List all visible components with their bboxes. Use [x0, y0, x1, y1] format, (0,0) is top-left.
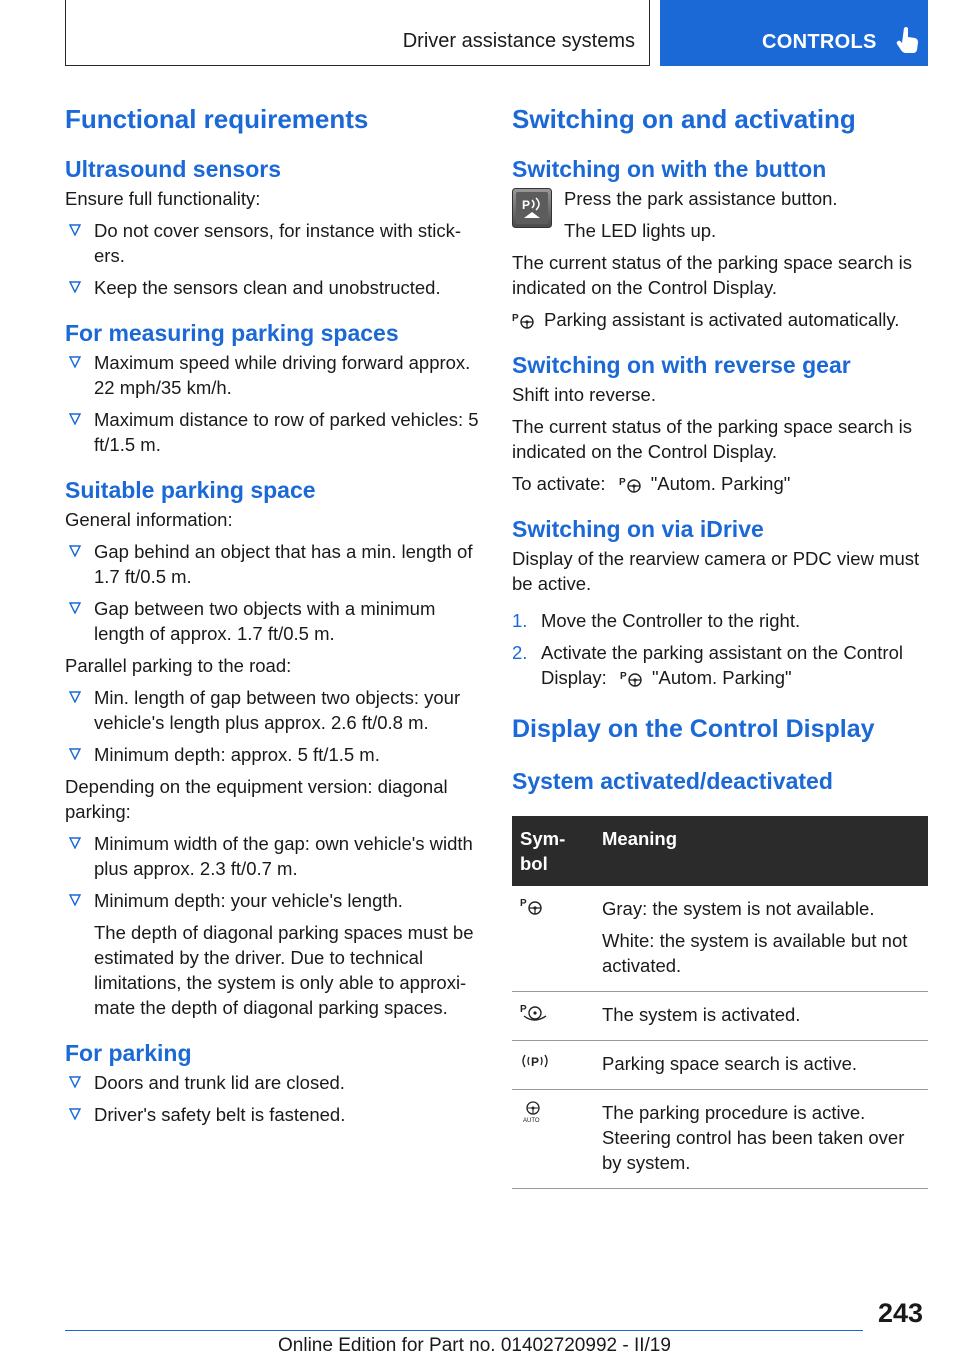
steering-auto-icon [520, 1100, 546, 1124]
ultrasound-list [65, 218, 480, 300]
to-activate-text [512, 471, 928, 496]
symbol-cell [512, 1041, 594, 1090]
symbol-table [512, 816, 928, 1189]
triangle-bullet-icon [69, 413, 81, 425]
list-item [65, 1102, 480, 1127]
for-parking-list [65, 1070, 480, 1127]
idrive-intro: Display of the rearview camera or PDC view must be active. [512, 548, 920, 594]
diagonal-note: The depth of diagonal parking spaces must be estimated by the driver. Due to technical limitations, the system is only able to approxi‐mate the depth of diagonal parking spaces. [94, 922, 474, 1018]
list-item-text: Doors and trunk lid are closed. [94, 1072, 345, 1093]
right-column [512, 100, 928, 1189]
park-button-instruction [512, 186, 928, 250]
list-item [65, 275, 480, 300]
step-number: 2. [512, 642, 528, 663]
ultrasound-intro: Ensure full functionality: [65, 188, 261, 209]
list-item-text: Min. length of gap between two objects: your vehicle's length plus approx. 2.6 ft/0.8 m. [94, 687, 461, 733]
meaning-text: The parking procedure is active. Steering control has been taken over by system. [602, 1102, 905, 1173]
svg-text:P: P [520, 898, 527, 909]
reverse-status-text: The current status of the parking space search is indicated on the Control Display. [512, 416, 913, 462]
footer-divider [65, 1330, 863, 1331]
list-item-text: Minimum width of the gap: own vehicle's width plus approx. 2.3 ft/0.7 m. [94, 833, 473, 879]
triangle-bullet-icon [69, 356, 81, 368]
svg-text:P: P [618, 477, 626, 488]
triangle-bullet-icon [69, 281, 81, 293]
list-item-text: Keep the sensors clean and unobstructed. [94, 277, 441, 298]
ultrasound-sensors-heading: Ultrasound sensors [65, 156, 281, 182]
table-row [512, 992, 928, 1041]
symbol-cell [512, 886, 594, 992]
page-number: 243 [878, 1298, 924, 1328]
svg-text:P: P [520, 1004, 527, 1015]
auto-activation-text [512, 307, 928, 332]
general-list [65, 539, 480, 646]
list-item-text: Minimum depth: your vehicle's length. [94, 890, 403, 911]
diagonal-list [65, 831, 480, 1020]
header-section-box [65, 0, 650, 66]
section-title: Driver assistance systems [402, 30, 635, 52]
list-item [65, 742, 480, 767]
parking-assistant-icon [619, 475, 643, 493]
svg-text:AUTO: AUTO [523, 1118, 540, 1124]
svg-text:P: P [619, 671, 627, 682]
shift-reverse-text: Shift into reverse. [512, 384, 656, 405]
display-heading: Display on the Control Display [512, 715, 875, 743]
list-item-text: Driver's safety belt is fastened. [94, 1104, 346, 1125]
table-row [512, 1041, 928, 1090]
meaning-text: White: the system is available but not activated. [602, 930, 908, 976]
button-heading: Switching on with the button [512, 156, 827, 182]
meaning-cell [594, 886, 928, 992]
for-parking-heading: For parking [65, 1040, 192, 1066]
list-item [65, 218, 480, 268]
chapter-tab[interactable] [660, 0, 928, 66]
park-assist-button-icon [512, 188, 552, 228]
autom-parking-value: "Autom. Parking" [651, 667, 792, 688]
table-header-row [512, 816, 928, 886]
triangle-bullet-icon [69, 894, 81, 906]
general-info-label: General information: [65, 509, 233, 530]
list-item-text: Gap behind an object that has a min. length of 1.7 ft/0.5 m. [94, 541, 473, 587]
triangle-bullet-icon [69, 602, 81, 614]
meaning-column-header: Meaning [594, 816, 928, 886]
meaning-text: Gray: the system is not available. [602, 898, 875, 919]
list-item [65, 407, 480, 457]
diagonal-parking-label: Depending on the equipment version: diagonal parking: [65, 776, 448, 822]
autom-parking-value: "Autom. Parking" [650, 473, 791, 494]
step-item [512, 608, 928, 633]
list-item-text: Maximum speed while driving forward approx. 22 mph/35 km/h. [94, 352, 471, 398]
list-item [65, 685, 480, 735]
meaning-cell [594, 992, 928, 1041]
button-status-text: The current status of the parking space search is indicated on the Control Display. [512, 252, 913, 298]
symbol-cell [512, 992, 594, 1041]
meaning-text: Parking space search is active. [602, 1053, 858, 1074]
press-button-text: Press the park assistance button. [564, 188, 838, 209]
list-item-text: Minimum depth: approx. 5 ft/1.5 m. [94, 744, 380, 765]
list-item-text: Do not cover sensors, for instance with stick‐ers. [94, 220, 462, 266]
triangle-bullet-icon [69, 224, 81, 236]
symbol-cell [512, 1090, 594, 1189]
meaning-text: The system is activated. [602, 1004, 801, 1025]
system-activated-heading: System activated/deactivated [512, 768, 833, 794]
idrive-steps [512, 608, 928, 690]
list-item-text: Maximum distance to row of parked vehicles: 5 ft/1.5 m. [94, 409, 479, 455]
parallel-parking-label: Parallel parking to the road: [65, 655, 292, 676]
parking-assistant-active-icon [520, 1002, 548, 1022]
auto-activation-label: Parking assistant is activated automatically. [544, 309, 900, 330]
list-item [65, 350, 480, 400]
functional-requirements-heading: Functional requirements [65, 104, 369, 134]
meaning-cell [594, 1090, 928, 1189]
to-activate-label: To activate: [512, 473, 606, 494]
suitable-space-heading: Suitable parking space [65, 477, 316, 503]
svg-text:P: P [512, 313, 519, 324]
parking-assistant-icon [512, 311, 536, 329]
chapter-label: CONTROLS [762, 31, 877, 53]
step-text: Activate the parking assistant on the Control Display: [541, 642, 903, 688]
parallel-list [65, 685, 480, 767]
table-row [512, 886, 928, 992]
parking-space-search-icon [520, 1051, 550, 1071]
switching-on-heading: Switching on and activating [512, 104, 856, 134]
svg-text:P: P [531, 1055, 540, 1069]
table-row [512, 1090, 928, 1189]
pointing-hand-icon [896, 26, 920, 54]
list-item [65, 831, 480, 881]
triangle-bullet-icon [69, 1076, 81, 1088]
triangle-bullet-icon [69, 545, 81, 557]
svg-text:P: P [522, 198, 531, 212]
triangle-bullet-icon [69, 1108, 81, 1120]
list-item [65, 888, 480, 1020]
step-number: 1. [512, 610, 528, 631]
led-lights-text: The LED lights up. [564, 220, 717, 241]
list-item [65, 1070, 480, 1095]
triangle-bullet-icon [69, 748, 81, 760]
triangle-bullet-icon [69, 837, 81, 849]
left-column [65, 100, 480, 1134]
reverse-gear-heading: Switching on with reverse gear [512, 352, 851, 378]
step-item [512, 640, 928, 690]
parking-assistant-gray-icon [520, 896, 544, 916]
triangle-bullet-icon [69, 691, 81, 703]
meaning-cell [594, 1041, 928, 1090]
idrive-heading: Switching on via iDrive [512, 516, 764, 542]
list-item [65, 596, 480, 646]
list-item [65, 539, 480, 589]
step-text: Move the Controller to the right. [541, 610, 801, 631]
list-item-text: Gap between two objects with a minimum length of approx. 1.7 ft/0.5 m. [94, 598, 436, 644]
measuring-list [65, 350, 480, 457]
symbol-column-header: Sym‐ bol [512, 816, 594, 886]
measuring-heading: For measuring parking spaces [65, 320, 399, 346]
footer-edition: Online Edition for Part no. 01402720992 - II/19 [278, 1335, 671, 1356]
parking-assistant-icon [620, 669, 644, 687]
